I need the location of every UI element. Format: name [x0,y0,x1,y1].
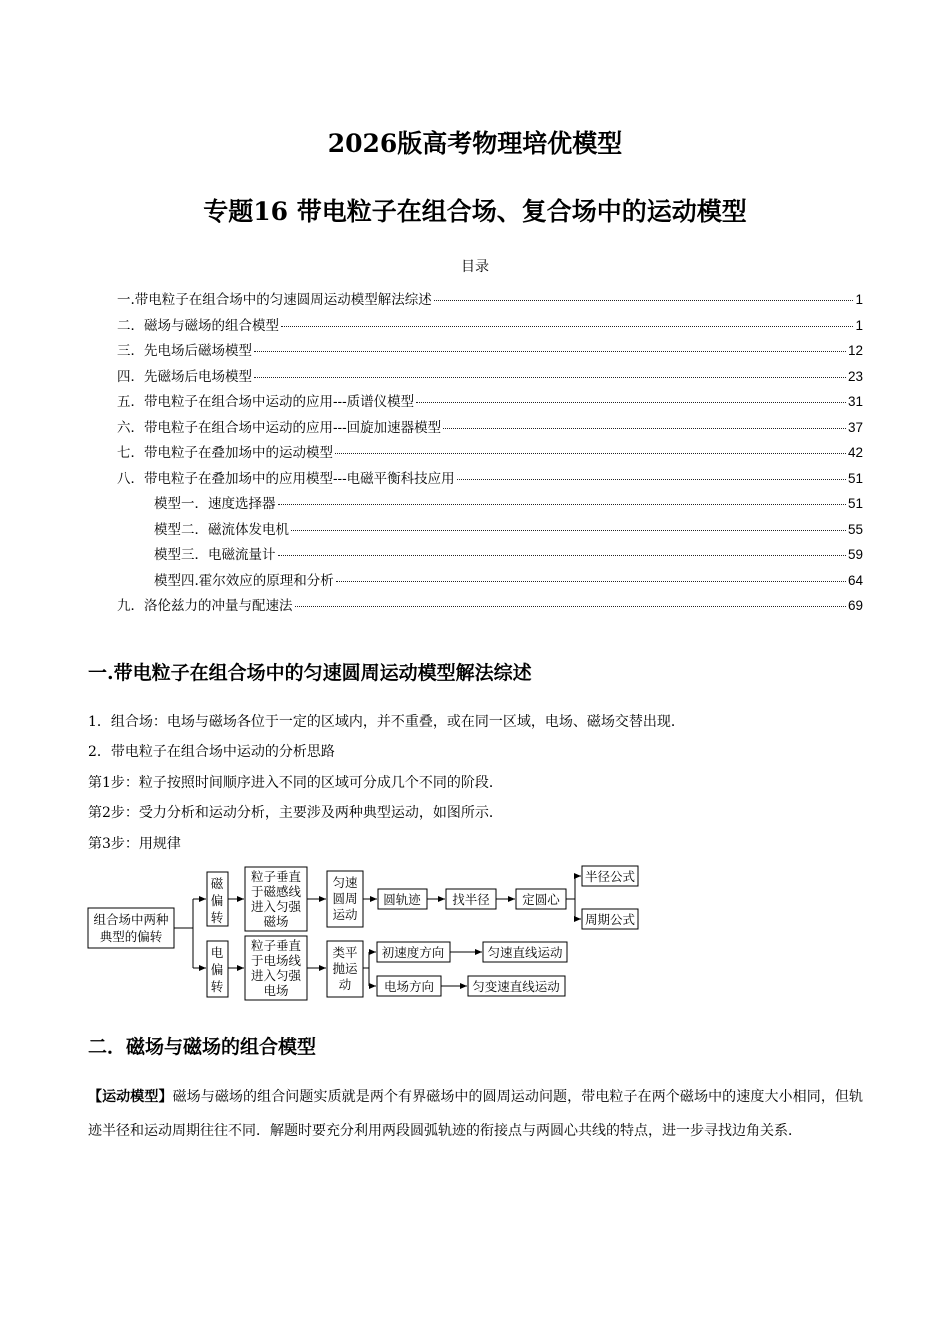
center-label: 定圆心 [522,892,560,907]
toc-entry-page: 23 [847,368,863,384]
toc-leader [254,377,846,378]
toc-entry-label: 九．洛伦兹力的冲量与配速法 [117,598,293,614]
step-1-text: 第1步：粒子按照时间顺序进入不同的区域可分成几个不同的阶段． [88,775,503,791]
section-1-heading: 一.带电粒子在组合场中的匀速圆周运动模型解法综述 [88,662,532,684]
init-dir-label: 初速度方向 [381,945,445,960]
toc-entry[interactable] [117,390,863,416]
ele-char-1: 电 [210,945,224,960]
toc-leader [278,555,846,556]
step-2-text: 第2步：受力分析和运动分析，主要涉及两种典型运动，如图所示． [88,805,503,821]
section-1-line-1: 1．组合场：电场与磁场各位于一定的区域内，并不重叠，或在同一区域，电场、磁场交替出现． [88,714,685,730]
mag-motion-3: 运动 [332,907,358,922]
ele-motion-2: 抛运 [332,961,358,976]
mag-desc-4: 磁场 [263,914,289,929]
ele-char-3: 转 [210,979,224,994]
toc-entry-label: 一.带电粒子在组合场中的匀速圆周运动模型解法综述 [117,292,432,308]
toc-entry-label: 四．先磁场后电场模型 [117,368,252,385]
toc-entry[interactable] [117,594,863,620]
toc-entry-page: 69 [847,598,863,613]
toc-entry-label: 模型三．电磁流量计 [154,547,276,563]
table-of-contents [117,288,863,620]
ele-desc-3: 进入匀强 [250,968,302,983]
ele-motion-1: 类平 [332,945,358,960]
section-2-lead: 【运动模型】 [88,1089,173,1105]
toc-leader [335,453,846,454]
mag-motion-1: 匀速 [332,875,358,890]
document-subtitle: 专题16 带电粒子在组合场、复合场中的运动模型 [203,197,747,226]
toc-entry[interactable] [117,441,863,467]
toc-leader [416,402,846,403]
toc-entry-page: 51 [847,496,863,511]
mag-char-3: 转 [210,910,224,925]
ele-char-2: 偏 [210,962,224,977]
toc-leader [434,300,854,301]
toc-entry-label: 三．先电场后磁场模型 [117,343,252,359]
toc-entry-label: 模型二．磁流体发电机 [154,521,289,538]
toc-entry-page: 42 [847,445,863,460]
toc-leader [254,351,846,352]
toc-entry-page: 1 [855,292,863,307]
radius-formula-label: 半径公式 [584,869,636,884]
root-label-1: 组合场中两种 [93,912,169,927]
field-dir-label: 电场方向 [383,979,435,994]
ele-motion-3: 动 [338,977,352,992]
orbit-label: 圆轨迹 [383,892,421,907]
section-2-paragraph [88,1080,863,1148]
toc-leader [278,504,846,505]
section-1-line-2: 2．带电粒子在组合场中运动的分析思路 [88,744,335,760]
toc-entry[interactable] [117,339,863,365]
section-2-body: 磁场与磁场的组合问题实质就是两个有界磁场中的圆周运动问题，带电粒子在两个磁场中的速度大小相同，但轨迹半径和运动周期往往不同．解题时要充分利用两段圆弧轨迹的衔接点与两圆心共线的特点，进一步寻找边角关系． [88,1089,864,1139]
toc-entry-page: 12 [847,343,863,358]
toc-leader [295,606,846,607]
toc-heading: 目录 [461,259,489,275]
toc-entry-label: 七．带电粒子在叠加场中的运动模型 [117,445,333,461]
step-3-text: 第3步：用规律 [88,836,181,852]
toc-leader [336,581,846,582]
toc-entry-label: 五．带电粒子在组合场中运动的应用---质谱仪模型 [117,394,415,410]
toc-entry-page: 55 [847,521,863,537]
period-formula-label: 周期公式 [584,912,636,927]
toc-entry-page: 37 [847,419,863,435]
toc-subentry[interactable] [117,543,863,569]
toc-entry-page: 64 [847,572,863,588]
toc-leader [457,479,846,480]
toc-entry-label: 八．带电粒子在叠加场中的应用模型---电磁平衡科技应用 [117,470,455,487]
toc-entry[interactable] [117,365,863,391]
uniform-linear-label: 匀速直线运动 [487,945,563,960]
root-label-2: 典型的偏转 [99,929,163,944]
mag-char-1: 磁 [210,876,224,891]
toc-entry-page: 51 [847,470,863,486]
toc-entry-page: 1 [855,317,863,333]
toc-entry[interactable] [117,314,863,340]
toc-entry[interactable] [117,416,863,442]
toc-leader [443,428,846,429]
radius-label: 找半径 [452,892,490,907]
toc-entry-page: 31 [847,394,863,409]
deflection-flow-diagram [85,860,645,1005]
ele-desc-2: 于电场线 [250,953,302,968]
toc-subentry[interactable] [117,492,863,518]
toc-entry[interactable] [117,467,863,493]
toc-entry-label: 二．磁场与磁场的组合模型 [117,317,279,334]
document-title: 2026版高考物理培优模型 [327,129,623,158]
toc-entry-label: 模型一．速度选择器 [154,496,276,512]
mag-char-2: 偏 [210,893,224,908]
section-2-heading: 二．磁场与磁场的组合模型 [88,1036,317,1058]
toc-entry-label: 模型四.霍尔效应的原理和分析 [154,572,334,589]
ele-desc-1: 粒子垂直 [250,938,302,953]
toc-entry[interactable] [117,288,863,314]
ele-desc-4: 电场 [263,983,289,998]
toc-leader [291,530,846,531]
mag-desc-1: 粒子垂直 [250,869,302,884]
toc-leader [281,326,853,327]
mag-desc-3: 进入匀强 [250,899,302,914]
toc-subentry[interactable] [117,518,863,544]
toc-entry-page: 59 [847,547,863,562]
toc-entry-label: 六．带电粒子在组合场中运动的应用---回旋加速器模型 [117,419,442,436]
mag-desc-2: 于磁感线 [250,884,302,899]
toc-subentry[interactable] [117,569,863,595]
mag-motion-2: 圆周 [332,891,358,906]
accel-linear-label: 匀变速直线运动 [472,979,560,994]
